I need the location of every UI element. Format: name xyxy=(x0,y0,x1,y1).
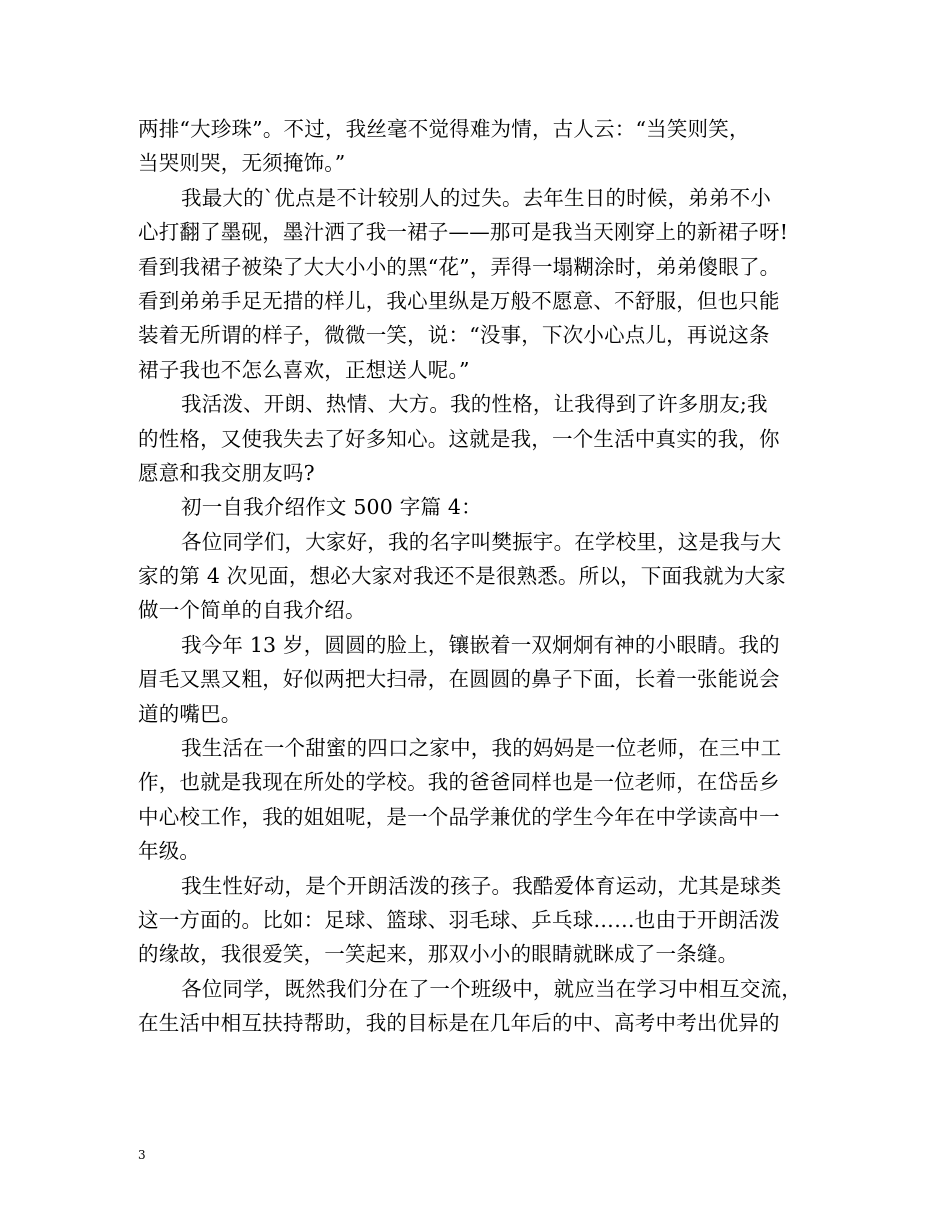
text-line: 看到我裙子被染了大大小小的黑“花”，弄得一塌糊涂时，弟弟傻眼了。 xyxy=(138,254,781,279)
body-text xyxy=(138,112,828,1041)
text-line: 我今年 13 岁，圆圆的脸上，镶嵌着一双炯炯有神的小眼睛。我的 xyxy=(181,632,780,657)
text-line: 我生性好动，是个开朗活泼的孩子。我酷爱体育运动，尤其是球类 xyxy=(181,873,782,898)
text-line: 眉毛又黑又粗，好似两把大扫帚，在圆圆的鼻子下面，长着一张能说会 xyxy=(138,667,780,692)
text-line: 我最大的`优点是不计较别人的过失。去年生日的时候，弟弟不小 xyxy=(181,185,772,210)
text-line: 的性格，又使我失去了好多知心。这就是我，一个生活中真实的我，你 xyxy=(138,426,780,451)
text-line: 各位同学们，大家好，我的名字叫樊振宇。在学校里，这是我与大 xyxy=(181,529,782,554)
text-line: 装着无所谓的样子，微微一笑，说：“没事，下次小心点儿，再说这条 xyxy=(138,323,770,348)
text-line: 两排“大珍珠”。不过，我丝毫不觉得难为情，古人云：“当笑则笑， xyxy=(138,117,750,141)
text-line: 我生活在一个甜蜜的四口之家中，我的妈妈是一位老师，在三中工 xyxy=(181,736,782,761)
text-line: 在生活中相互扶持帮助，我的目标是在几年后的中、高考中考出优异的 xyxy=(138,1011,780,1036)
text-line: 家的第 4 次见面，想必大家对我还不是很熟悉。所以，下面我就为大家 xyxy=(138,564,786,589)
text-line: 心打翻了墨砚，墨汁洒了我一裙子——那可是我当天刚穿上的新裙子呀! xyxy=(138,220,789,245)
text-line: 作，也就是我现在所处的学校。我的爸爸同样也是一位老师，在岱岳乡 xyxy=(138,770,780,795)
text-line: 各位同学，既然我们分在了一个班级中，就应当在学习中相互交流， xyxy=(181,976,802,1001)
text-line: 这一方面的。比如：足球、篮球、羽毛球、乒乓球……也由于开朗活泼 xyxy=(138,907,780,932)
text-line: 当哭则哭，无须掩饰。” xyxy=(138,151,346,176)
text-line: 做一个简单的自我介绍。 xyxy=(138,598,366,623)
text-line: 年级。 xyxy=(138,839,201,864)
page-number: 3 xyxy=(138,1148,146,1162)
text-line: 道的嘴巴。 xyxy=(138,701,242,726)
text-line: 的缘故，我很爱笑，一笑起来，那双小小的眼睛就眯成了一条缝。 xyxy=(138,942,739,967)
text-line: 愿意和我交朋友吗? xyxy=(138,460,315,485)
text-line: 初一自我介绍作文 500 字篇 4： xyxy=(181,495,482,520)
text-line: 裙子我也不怎么喜欢，正想送人呢。” xyxy=(138,357,470,382)
text-line: 我活泼、开朗、热情、大方。我的性格，让我得到了许多朋友;我 xyxy=(181,392,768,417)
text-line: 看到弟弟手足无措的样儿，我心里纵是万般不愿意、不舒服，但也只能 xyxy=(138,288,780,313)
text-line: 中心校工作，我的姐姐呢，是一个品学兼优的学生今年在中学读高中一 xyxy=(138,804,780,829)
